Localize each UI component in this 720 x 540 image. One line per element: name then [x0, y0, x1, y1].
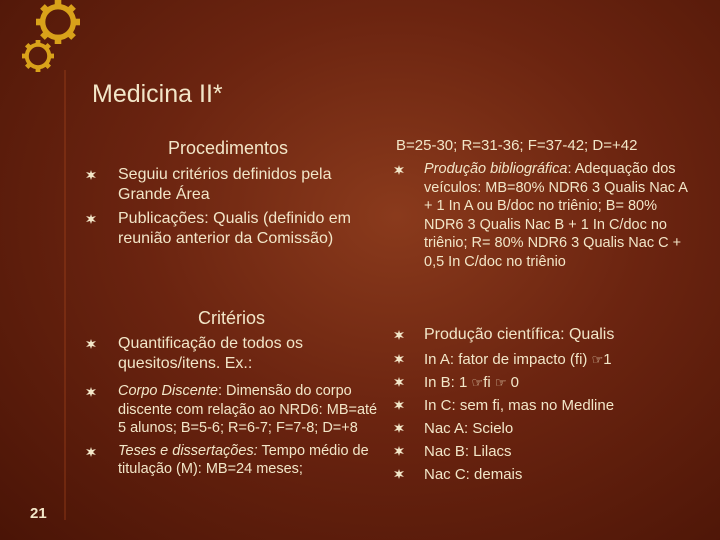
- list-item-text: Nac A: Scielo: [424, 420, 514, 437]
- list-item: [394, 440, 704, 463]
- list-item-text: Nac B: Lilacs: [424, 443, 512, 460]
- list-item: [394, 371, 704, 394]
- list-item-italic: Produção bibliográfica: [424, 161, 568, 177]
- bullet-icon: [86, 447, 96, 457]
- list-item: [394, 325, 704, 345]
- list-item-italic: Corpo Discente: [118, 383, 218, 399]
- criterios-heading: Critérios: [198, 308, 266, 328]
- bullet-icon: [86, 387, 96, 397]
- producao-cientifica-list: [394, 325, 704, 486]
- producao-bibliografica: [394, 160, 694, 271]
- page-number: 21: [30, 505, 47, 522]
- bullet-icon: [394, 400, 404, 410]
- list-item-text: 1: [603, 351, 612, 368]
- list-item-text: Quantificação de todos os quesitos/itens. Ex.:: [118, 335, 304, 372]
- list-item: [86, 209, 371, 249]
- list-item: [394, 160, 694, 271]
- list-item: [394, 394, 704, 417]
- pointing-hand-icon: ☞: [494, 375, 507, 390]
- list-item-text: Tempo médio de titulação (M): MB=24 meses;: [118, 442, 369, 477]
- criterios-list: [86, 334, 386, 479]
- criteria-line: B=25-30; R=31-36; F=37-42; D=+42: [396, 137, 638, 154]
- bullet-icon: [394, 377, 404, 387]
- bullet-icon: [86, 170, 96, 180]
- list-item: [394, 348, 704, 371]
- pointing-hand-icon: ☞: [591, 352, 604, 367]
- slide-title: Medicina II*: [92, 80, 223, 108]
- procedimentos-list: [86, 165, 371, 249]
- gear-icon: [36, 0, 80, 44]
- list-item-text: 0: [506, 374, 520, 391]
- list-item-italic: Teses e dissertações:: [118, 442, 258, 459]
- bullet-icon: [394, 354, 404, 364]
- bullet-icon: [394, 446, 404, 456]
- list-item-text: In B: 1: [424, 374, 472, 391]
- bullet-icon: [394, 330, 404, 340]
- list-item-text: Seguiu critérios definidos pela Grande Área: [118, 166, 332, 203]
- gear-decoration: [0, 0, 80, 540]
- list-item-text: In A: fator de impacto (fi): [424, 351, 592, 368]
- list-item-text: fi: [483, 374, 495, 391]
- list-item: [86, 382, 386, 438]
- bullet-icon: [86, 339, 96, 349]
- pointing-hand-icon: ☞: [471, 375, 484, 390]
- list-item: [394, 463, 704, 486]
- list-item-text: Nac C: demais: [424, 466, 523, 483]
- list-item-text: Produção científica: Qualis: [424, 326, 615, 343]
- list-item: [86, 442, 386, 479]
- list-item: [86, 334, 386, 374]
- bullet-icon: [394, 165, 404, 175]
- gear-icon: [22, 40, 54, 72]
- bullet-icon: [394, 423, 404, 433]
- list-item: [86, 165, 371, 205]
- procedimentos-heading: Procedimentos: [168, 138, 289, 158]
- list-item-text: In C: sem fi, mas no Medline: [424, 397, 615, 414]
- list-item-text: Publicações: Qualis (definido em reunião anterior da Comissão): [118, 210, 352, 247]
- bullet-icon: [394, 469, 404, 479]
- list-item-text: : Adequação dos veículos: MB=80% NDR6 3 Qualis Nac A + 1 In A ou B/doc no triênio; B= 80% NDR6 3 Qualis Nac B + 1 In C/doc no triênio; R= 80% NDR6 3 Qualis Nac C + 0,5 In C/doc no triênio: [424, 161, 688, 270]
- list-item: [394, 417, 704, 440]
- list-item-text: : Dimensão do corpo discente com relação ao NRD6: MB=até 5 alunos; B=5-6; R=6-7; F=7-8; D=+8: [118, 383, 378, 436]
- bullet-icon: [86, 214, 96, 224]
